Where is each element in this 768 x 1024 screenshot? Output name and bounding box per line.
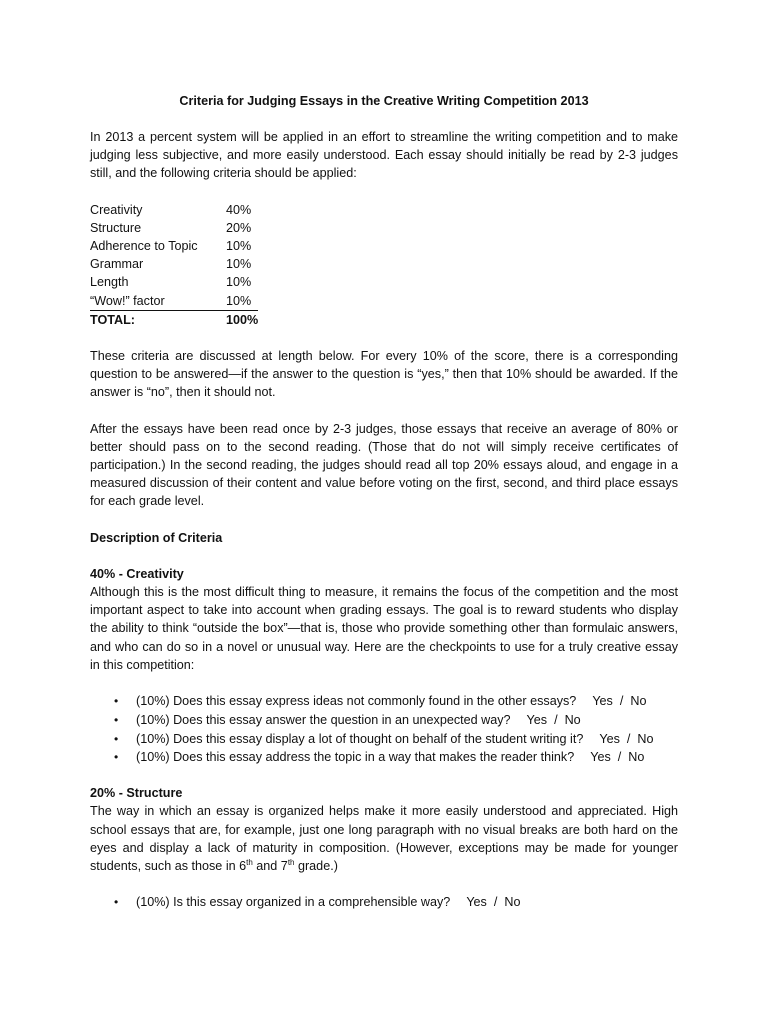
criteria-name: “Wow!” factor: [90, 292, 226, 311]
bullet-icon: •: [114, 731, 119, 746]
yes-no-choice: Yes / No: [590, 750, 645, 765]
creativity-paragraph: Although this is the most difficult thing to measure, it remains the focus of the competition and the most important aspect to take into account when grading essays. The goal is to reward students who display the ability to think “outside the box”—that is, those who provide something other than formulaic answers, and who can do so in a novel or unusual way. Here are the checkpoints to use for a truly creative essay in this competition:: [90, 585, 678, 672]
checklist-question: (10%) Does this essay display a lot of thought on behalf of the student writing it?: [136, 731, 584, 746]
structure-text: grade.): [294, 859, 338, 874]
description-heading: Description of Criteria: [90, 530, 223, 545]
yes-no-choice: Yes / No: [599, 731, 654, 746]
criteria-row: [90, 255, 258, 273]
checklist-question: (10%) Does this essay answer the question in an unexpected way?: [136, 712, 511, 727]
checklist-question: (10%) Does this essay address the topic in a way that makes the reader think?: [136, 750, 575, 765]
structure-heading: 20% - Structure: [90, 786, 183, 801]
checklist-question: (10%) Is this essay organized in a comprehensible way?: [136, 895, 451, 910]
creativity-heading: 40% - Creativity: [90, 566, 184, 581]
checklist-item: [114, 692, 678, 711]
criteria-row: [90, 292, 258, 311]
criteria-name: Structure: [90, 220, 142, 235]
checklist-question: (10%) Does this essay express ideas not commonly found in the other essays?: [136, 694, 577, 709]
second-reading-paragraph: After the essays have been read once by 2-3 judges, those essays that receive an average of 80% or better should pass on to the second reading. (Those that do not will simply receive certificates of participation.) In the second reading, the judges should read all top 20% essays aloud, and engage in a measured discussion of their content and value before voting on the first, second, and third place essays for each grade level.: [90, 421, 678, 509]
criteria-row: [90, 219, 258, 237]
yes-no-choice: Yes / No: [466, 895, 521, 910]
criteria-percent: 10%: [226, 292, 258, 311]
criteria-percent: 10%: [226, 239, 252, 254]
criteria-name: Grammar: [90, 257, 144, 272]
criteria-percent: 20%: [226, 220, 252, 235]
structure-text: The way in which an essay is organized helps make it more easily understood and appreciated. High school essays that are, for example, just one long paragraph with no visual breaks are both hard on the eyes and display a lack of maturity in composition. (However, exceptions may be made for younger students, such as those in 6: [90, 804, 678, 874]
checklist-item: [114, 730, 678, 749]
document-title: Criteria for Judging Essays in the Creative Writing Competition 2013: [179, 94, 589, 108]
criteria-table: [90, 201, 258, 329]
checklist-item: [114, 893, 678, 912]
criteria-name: Creativity: [90, 202, 143, 217]
total-percent: 100%: [226, 312, 259, 327]
yes-no-choice: Yes / No: [592, 694, 647, 709]
criteria-name: Length: [90, 275, 129, 290]
structure-checklist: [90, 893, 678, 912]
total-label: TOTAL:: [90, 312, 135, 327]
creativity-checklist: [90, 692, 678, 767]
criteria-percent: 10%: [226, 275, 252, 290]
ordinal-suffix: th: [287, 857, 295, 867]
criteria-name: Adherence to Topic: [90, 239, 198, 254]
bullet-icon: •: [114, 712, 119, 727]
yes-no-choice: Yes / No: [526, 712, 581, 727]
ordinal-suffix: th: [246, 857, 253, 867]
scoring-paragraph: These criteria are discussed at length below. For every 10% of the score, there is a corresponding question to be answered—if the answer to the question is “yes,” then that 10% should be awarded. If the answer is “no”, then it should not.: [90, 349, 678, 400]
bullet-icon: •: [114, 694, 119, 709]
criteria-percent: 10%: [226, 257, 252, 272]
bullet-icon: •: [114, 895, 119, 910]
criteria-row: [90, 237, 258, 255]
criteria-row: [90, 273, 258, 291]
bullet-icon: •: [114, 750, 119, 765]
total-row: [90, 310, 258, 329]
structure-paragraph: [90, 802, 678, 875]
checklist-item: [114, 711, 678, 730]
intro-paragraph: In 2013 a percent system will be applied in an effort to streamline the writing competition and to make judging less subjective, and more easily understood. Each essay should initially be read by 2-3 judges still, and the following criteria should be applied:: [90, 130, 678, 181]
criteria-row: [90, 201, 258, 219]
structure-text: and 7: [252, 859, 288, 874]
checklist-item: [114, 748, 678, 767]
criteria-percent: 40%: [226, 202, 252, 217]
